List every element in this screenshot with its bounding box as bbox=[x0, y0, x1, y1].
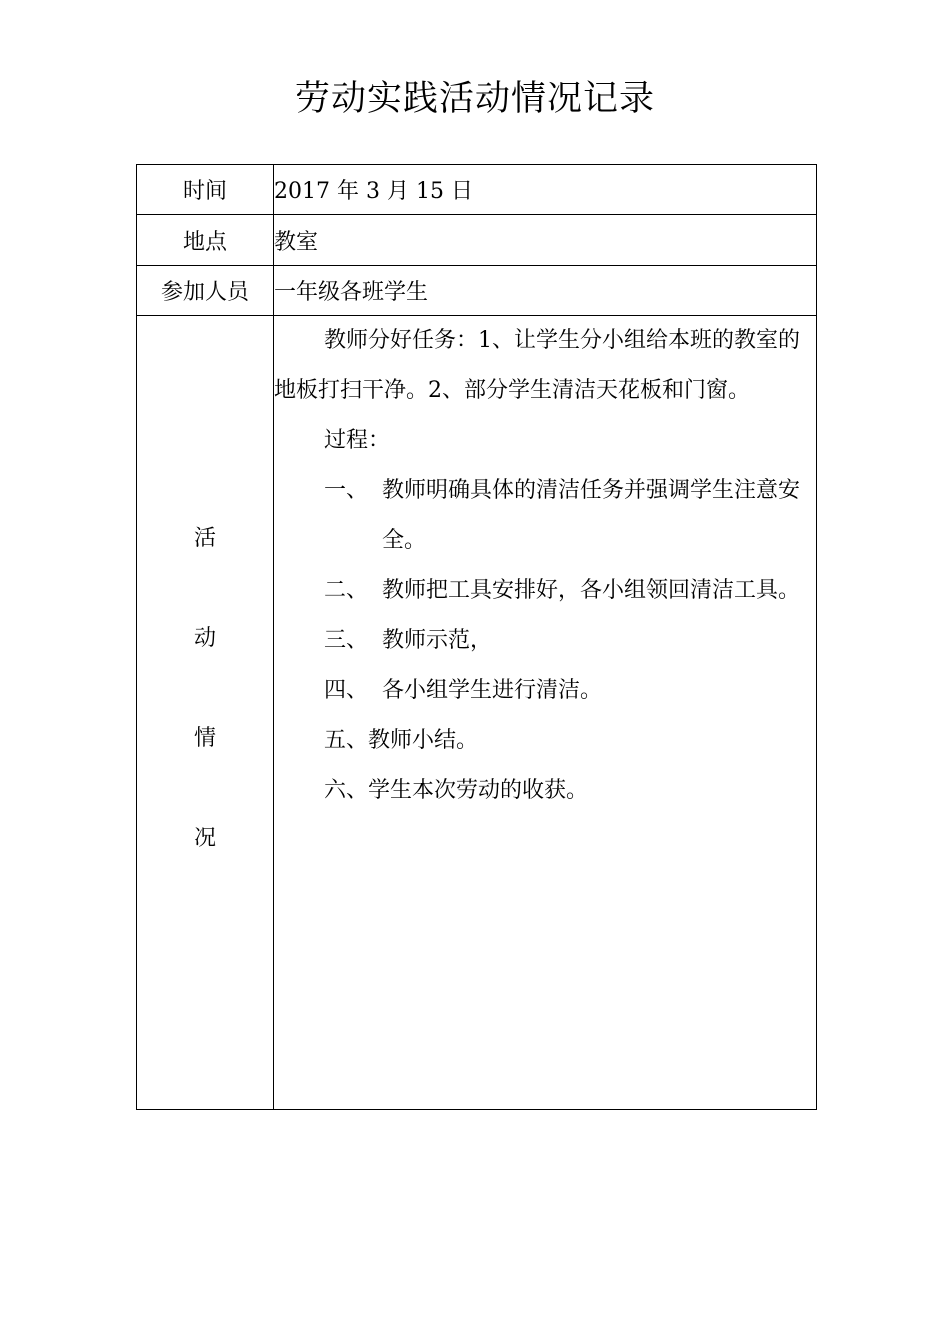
time-value: 2017 年 3 月 15 日 bbox=[274, 165, 817, 215]
table-row-place bbox=[137, 215, 817, 266]
activity-label-char: 况 bbox=[193, 826, 216, 851]
step-number: 四、 bbox=[324, 678, 369, 703]
list-item bbox=[274, 616, 816, 666]
activity-content bbox=[274, 316, 817, 1110]
activity-intro: 教师分好任务：1、让学生分小组给本班的教室的地板打扫干净。2、部分学生清洁天花板和门窗。 bbox=[274, 328, 800, 403]
time-label: 时间 bbox=[137, 165, 274, 215]
activity-label-char: 活 bbox=[193, 526, 216, 551]
place-value: 教室 bbox=[274, 215, 817, 266]
list-item bbox=[274, 466, 816, 566]
activity-label-char: 情 bbox=[193, 726, 216, 751]
participants-label: 参加人员 bbox=[137, 266, 274, 316]
step-text: 教师把工具安排好，各小组领回清洁工具。 bbox=[382, 578, 801, 603]
step-number: 二、 bbox=[324, 578, 369, 603]
activity-label-cell bbox=[137, 316, 274, 1110]
document-title: 劳动实践活动情况记录 bbox=[294, 79, 655, 119]
list-item: 六、学生本次劳动的收获。 bbox=[324, 778, 589, 803]
table-row-participants bbox=[137, 266, 817, 316]
activity-vertical-label bbox=[137, 316, 273, 919]
record-table bbox=[136, 164, 817, 1110]
step-text: 教师明确具体的清洁任务并强调学生注意安全。 bbox=[382, 478, 801, 553]
step-text: 各小组学生进行清洁。 bbox=[382, 678, 603, 703]
list-item bbox=[274, 666, 816, 716]
list-item: 五、教师小结。 bbox=[324, 728, 479, 753]
place-label: 地点 bbox=[137, 215, 274, 266]
process-label: 过程： bbox=[324, 428, 391, 453]
activity-label-char: 动 bbox=[193, 626, 216, 651]
table-row-activity bbox=[137, 316, 817, 1110]
participants-value: 一年级各班学生 bbox=[274, 266, 817, 316]
list-item bbox=[274, 566, 816, 616]
step-number: 三、 bbox=[324, 628, 369, 653]
step-number: 一、 bbox=[324, 478, 369, 503]
step-text: 教师示范， bbox=[382, 628, 493, 653]
table-row-time bbox=[137, 165, 817, 215]
